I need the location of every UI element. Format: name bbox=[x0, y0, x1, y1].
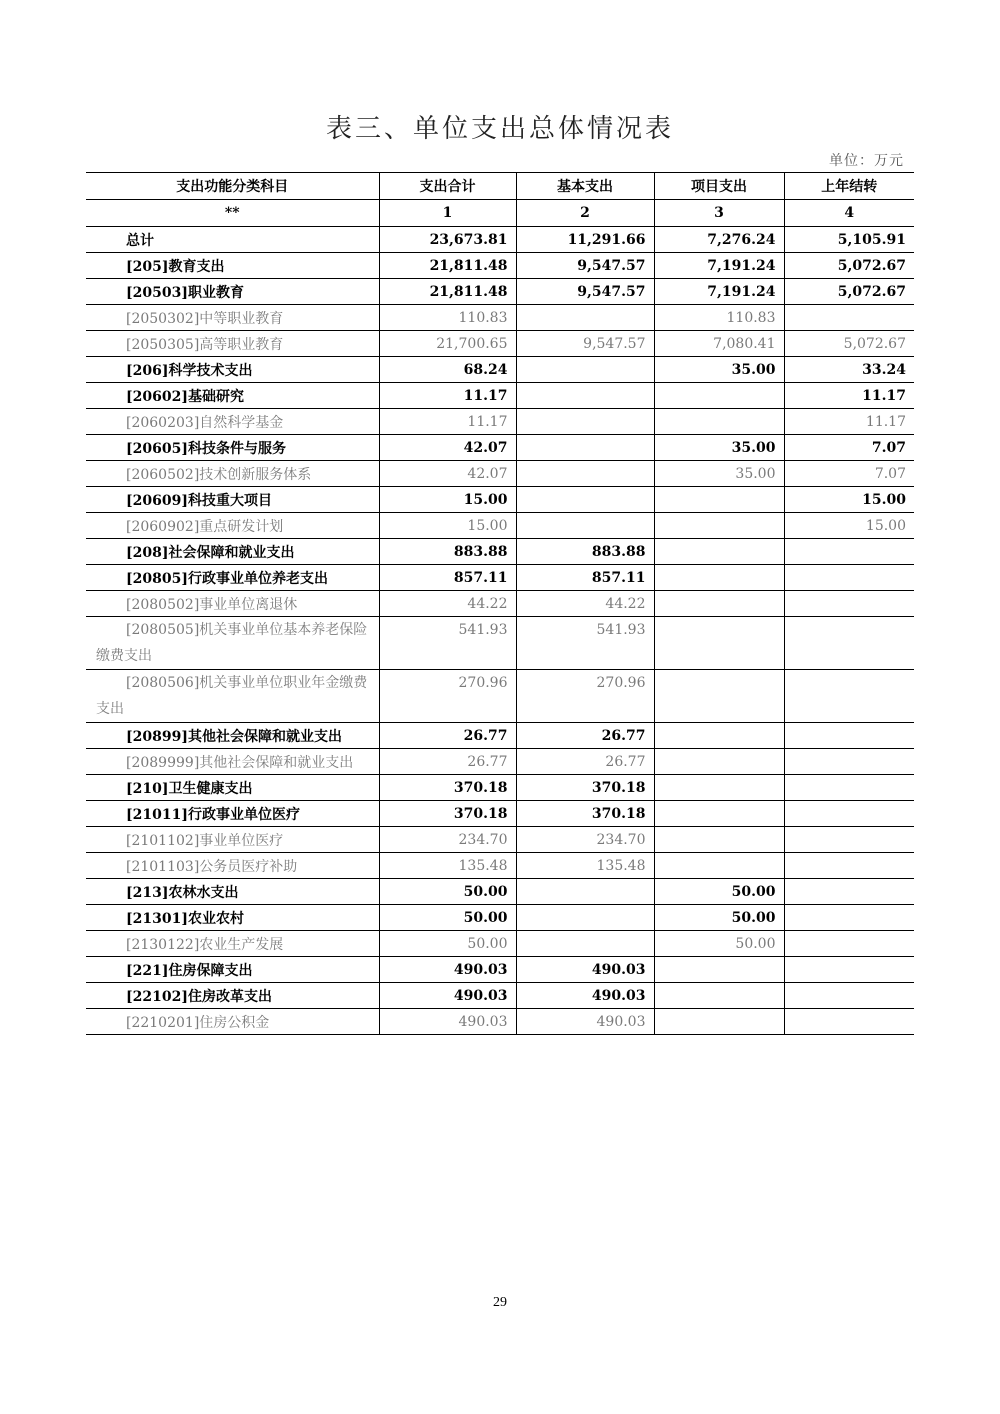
row-carryover-cell bbox=[784, 565, 914, 591]
row-project-cell bbox=[654, 1009, 784, 1035]
row-total-cell: 11.17 bbox=[379, 383, 516, 409]
header-cell-project: 项目支出 bbox=[654, 173, 784, 200]
index-cell: 3 bbox=[654, 200, 784, 227]
row-carryover-cell bbox=[784, 617, 914, 670]
row-basic-cell: 490.03 bbox=[516, 1009, 654, 1035]
row-project-cell bbox=[654, 723, 784, 749]
row-project-cell: 35.00 bbox=[654, 357, 784, 383]
index-row bbox=[86, 200, 914, 227]
row-carryover-cell: 7.07 bbox=[784, 435, 914, 461]
row-project-cell bbox=[654, 383, 784, 409]
row-name-cell: [2060203]自然科学基金 bbox=[86, 409, 379, 435]
index-cell: 2 bbox=[516, 200, 654, 227]
index-cell: 1 bbox=[379, 200, 516, 227]
row-project-cell: 50.00 bbox=[654, 905, 784, 931]
row-name-cell: [2210201]住房公积金 bbox=[86, 1009, 379, 1035]
row-name-cell: 总计 bbox=[86, 227, 379, 253]
row-project-cell bbox=[654, 983, 784, 1009]
row-total-cell: 68.24 bbox=[379, 357, 516, 383]
table-row bbox=[86, 435, 914, 461]
row-carryover-cell bbox=[784, 827, 914, 853]
row-project-cell bbox=[654, 775, 784, 801]
row-carryover-cell: 11.17 bbox=[784, 409, 914, 435]
row-project-cell: 35.00 bbox=[654, 461, 784, 487]
row-total-cell: 234.70 bbox=[379, 827, 516, 853]
row-project-cell bbox=[654, 539, 784, 565]
row-project-cell: 7,191.24 bbox=[654, 253, 784, 279]
row-project-cell bbox=[654, 617, 784, 670]
row-project-cell: 7,080.41 bbox=[654, 331, 784, 357]
table-row bbox=[86, 461, 914, 487]
row-carryover-cell bbox=[784, 539, 914, 565]
row-name-cell: [2080502]事业单位离退休 bbox=[86, 591, 379, 617]
row-total-cell: 26.77 bbox=[379, 749, 516, 775]
row-carryover-cell bbox=[784, 749, 914, 775]
row-project-cell bbox=[654, 957, 784, 983]
row-total-cell: 15.00 bbox=[379, 513, 516, 539]
row-basic-cell: 11,291.66 bbox=[516, 227, 654, 253]
index-cell: ** bbox=[86, 200, 379, 227]
table-row bbox=[86, 931, 914, 957]
row-carryover-cell: 33.24 bbox=[784, 357, 914, 383]
row-name-cell: [2080506]机关事业单位职业年金缴费支出 bbox=[86, 670, 379, 723]
table-row bbox=[86, 775, 914, 801]
row-carryover-cell bbox=[784, 723, 914, 749]
row-basic-cell: 370.18 bbox=[516, 775, 654, 801]
row-basic-cell bbox=[516, 409, 654, 435]
row-total-cell: 110.83 bbox=[379, 305, 516, 331]
header-cell-carryover: 上年结转 bbox=[784, 173, 914, 200]
row-name-cell: [2060502]技术创新服务体系 bbox=[86, 461, 379, 487]
row-basic-cell: 234.70 bbox=[516, 827, 654, 853]
header-row bbox=[86, 173, 914, 200]
row-project-cell bbox=[654, 827, 784, 853]
table-row bbox=[86, 409, 914, 435]
row-project-cell: 7,276.24 bbox=[654, 227, 784, 253]
row-basic-cell: 9,547.57 bbox=[516, 331, 654, 357]
row-total-cell: 50.00 bbox=[379, 931, 516, 957]
table-row bbox=[86, 1009, 914, 1035]
row-name-cell: [22102]住房改革支出 bbox=[86, 983, 379, 1009]
row-basic-cell bbox=[516, 931, 654, 957]
table-row bbox=[86, 801, 914, 827]
row-total-cell: 15.00 bbox=[379, 487, 516, 513]
row-name-cell: [206]科学技术支出 bbox=[86, 357, 379, 383]
row-project-cell bbox=[654, 487, 784, 513]
row-name-cell: [2130122]农业生产发展 bbox=[86, 931, 379, 957]
row-project-cell bbox=[654, 853, 784, 879]
table-row bbox=[86, 983, 914, 1009]
row-name-cell: [2050305]高等职业教育 bbox=[86, 331, 379, 357]
row-project-cell bbox=[654, 513, 784, 539]
row-carryover-cell bbox=[784, 983, 914, 1009]
page-number: 29 bbox=[493, 1295, 507, 1310]
row-basic-cell bbox=[516, 461, 654, 487]
table-row bbox=[86, 487, 914, 513]
row-basic-cell: 270.96 bbox=[516, 670, 654, 723]
table-row bbox=[86, 879, 914, 905]
row-name-cell: [21011]行政事业单位医疗 bbox=[86, 801, 379, 827]
row-basic-cell: 26.77 bbox=[516, 723, 654, 749]
table-row bbox=[86, 253, 914, 279]
row-total-cell: 21,700.65 bbox=[379, 331, 516, 357]
row-carryover-cell bbox=[784, 305, 914, 331]
row-basic-cell: 490.03 bbox=[516, 957, 654, 983]
row-carryover-cell: 15.00 bbox=[784, 513, 914, 539]
row-project-cell bbox=[654, 565, 784, 591]
row-total-cell: 23,673.81 bbox=[379, 227, 516, 253]
row-basic-cell bbox=[516, 357, 654, 383]
row-basic-cell: 541.93 bbox=[516, 617, 654, 670]
row-carryover-cell bbox=[784, 801, 914, 827]
row-name-cell: [2060902]重点研发计划 bbox=[86, 513, 379, 539]
row-basic-cell: 857.11 bbox=[516, 565, 654, 591]
table-row bbox=[86, 670, 914, 723]
row-basic-cell: 490.03 bbox=[516, 983, 654, 1009]
row-total-cell: 50.00 bbox=[379, 905, 516, 931]
table-row bbox=[86, 957, 914, 983]
row-total-cell: 490.03 bbox=[379, 983, 516, 1009]
table-row bbox=[86, 279, 914, 305]
row-total-cell: 135.48 bbox=[379, 853, 516, 879]
row-name-cell: [221]住房保障支出 bbox=[86, 957, 379, 983]
table-row bbox=[86, 749, 914, 775]
row-project-cell bbox=[654, 801, 784, 827]
row-project-cell: 50.00 bbox=[654, 931, 784, 957]
row-name-cell: [210]卫生健康支出 bbox=[86, 775, 379, 801]
row-carryover-cell: 5,105.91 bbox=[784, 227, 914, 253]
row-basic-cell bbox=[516, 879, 654, 905]
row-name-cell: [2080505]机关事业单位基本养老保险缴费支出 bbox=[86, 617, 379, 670]
table-row bbox=[86, 905, 914, 931]
row-total-cell: 883.88 bbox=[379, 539, 516, 565]
page-title: 表三、单位支出总体情况表 bbox=[325, 114, 674, 144]
row-carryover-cell bbox=[784, 931, 914, 957]
row-total-cell: 541.93 bbox=[379, 617, 516, 670]
index-cell: 4 bbox=[784, 200, 914, 227]
row-project-cell: 7,191.24 bbox=[654, 279, 784, 305]
row-carryover-cell: 15.00 bbox=[784, 487, 914, 513]
table-row bbox=[86, 331, 914, 357]
expenditure-table bbox=[86, 172, 914, 1035]
row-project-cell bbox=[654, 409, 784, 435]
row-basic-cell: 135.48 bbox=[516, 853, 654, 879]
row-project-cell bbox=[654, 591, 784, 617]
row-basic-cell bbox=[516, 513, 654, 539]
row-name-cell: [2101103]公务员医疗补助 bbox=[86, 853, 379, 879]
table-row bbox=[86, 513, 914, 539]
row-total-cell: 490.03 bbox=[379, 1009, 516, 1035]
table-row bbox=[86, 853, 914, 879]
row-project-cell: 50.00 bbox=[654, 879, 784, 905]
row-total-cell: 490.03 bbox=[379, 957, 516, 983]
table-row bbox=[86, 383, 914, 409]
row-name-cell: [2050302]中等职业教育 bbox=[86, 305, 379, 331]
table-row bbox=[86, 723, 914, 749]
row-carryover-cell bbox=[784, 775, 914, 801]
row-total-cell: 857.11 bbox=[379, 565, 516, 591]
row-name-cell: [20899]其他社会保障和就业支出 bbox=[86, 723, 379, 749]
row-basic-cell bbox=[516, 383, 654, 409]
row-name-cell: [20605]科技条件与服务 bbox=[86, 435, 379, 461]
row-name-cell: [20602]基础研究 bbox=[86, 383, 379, 409]
row-basic-cell bbox=[516, 487, 654, 513]
row-carryover-cell bbox=[784, 957, 914, 983]
row-project-cell: 110.83 bbox=[654, 305, 784, 331]
table-body bbox=[86, 227, 914, 1035]
row-basic-cell: 44.22 bbox=[516, 591, 654, 617]
table-row bbox=[86, 591, 914, 617]
table-row bbox=[86, 565, 914, 591]
row-total-cell: 42.07 bbox=[379, 435, 516, 461]
row-name-cell: [2101102]事业单位医疗 bbox=[86, 827, 379, 853]
row-carryover-cell bbox=[784, 1009, 914, 1035]
table-row bbox=[86, 227, 914, 253]
row-basic-cell: 26.77 bbox=[516, 749, 654, 775]
row-project-cell bbox=[654, 670, 784, 723]
row-total-cell: 270.96 bbox=[379, 670, 516, 723]
row-carryover-cell: 7.07 bbox=[784, 461, 914, 487]
table-row bbox=[86, 539, 914, 565]
row-carryover-cell: 5,072.67 bbox=[784, 279, 914, 305]
row-basic-cell: 9,547.57 bbox=[516, 279, 654, 305]
table-row bbox=[86, 357, 914, 383]
row-project-cell bbox=[654, 749, 784, 775]
row-basic-cell bbox=[516, 905, 654, 931]
row-total-cell: 50.00 bbox=[379, 879, 516, 905]
row-name-cell: [21301]农业农村 bbox=[86, 905, 379, 931]
table-row bbox=[86, 827, 914, 853]
row-carryover-cell bbox=[784, 879, 914, 905]
row-carryover-cell: 11.17 bbox=[784, 383, 914, 409]
row-basic-cell bbox=[516, 435, 654, 461]
row-carryover-cell bbox=[784, 591, 914, 617]
table-row bbox=[86, 617, 914, 670]
header-cell-basic: 基本支出 bbox=[516, 173, 654, 200]
row-total-cell: 44.22 bbox=[379, 591, 516, 617]
row-total-cell: 21,811.48 bbox=[379, 279, 516, 305]
row-basic-cell: 370.18 bbox=[516, 801, 654, 827]
row-name-cell: [20503]职业教育 bbox=[86, 279, 379, 305]
row-basic-cell bbox=[516, 305, 654, 331]
row-basic-cell: 9,547.57 bbox=[516, 253, 654, 279]
row-total-cell: 42.07 bbox=[379, 461, 516, 487]
row-carryover-cell bbox=[784, 670, 914, 723]
row-total-cell: 26.77 bbox=[379, 723, 516, 749]
row-project-cell: 35.00 bbox=[654, 435, 784, 461]
header-cell-category: 支出功能分类科目 bbox=[86, 173, 379, 200]
row-total-cell: 11.17 bbox=[379, 409, 516, 435]
table-row bbox=[86, 305, 914, 331]
row-name-cell: [205]教育支出 bbox=[86, 253, 379, 279]
row-carryover-cell: 5,072.67 bbox=[784, 331, 914, 357]
row-total-cell: 370.18 bbox=[379, 775, 516, 801]
row-total-cell: 370.18 bbox=[379, 801, 516, 827]
row-carryover-cell bbox=[784, 853, 914, 879]
row-name-cell: [2089999]其他社会保障和就业支出 bbox=[86, 749, 379, 775]
row-name-cell: [20805]行政事业单位养老支出 bbox=[86, 565, 379, 591]
header-cell-total: 支出合计 bbox=[379, 173, 516, 200]
row-name-cell: [208]社会保障和就业支出 bbox=[86, 539, 379, 565]
row-carryover-cell: 5,072.67 bbox=[784, 253, 914, 279]
row-name-cell: [213]农林水支出 bbox=[86, 879, 379, 905]
row-basic-cell: 883.88 bbox=[516, 539, 654, 565]
row-carryover-cell bbox=[784, 905, 914, 931]
row-total-cell: 21,811.48 bbox=[379, 253, 516, 279]
unit-label: 单位：万元 bbox=[829, 153, 904, 169]
row-name-cell: [20609]科技重大项目 bbox=[86, 487, 379, 513]
